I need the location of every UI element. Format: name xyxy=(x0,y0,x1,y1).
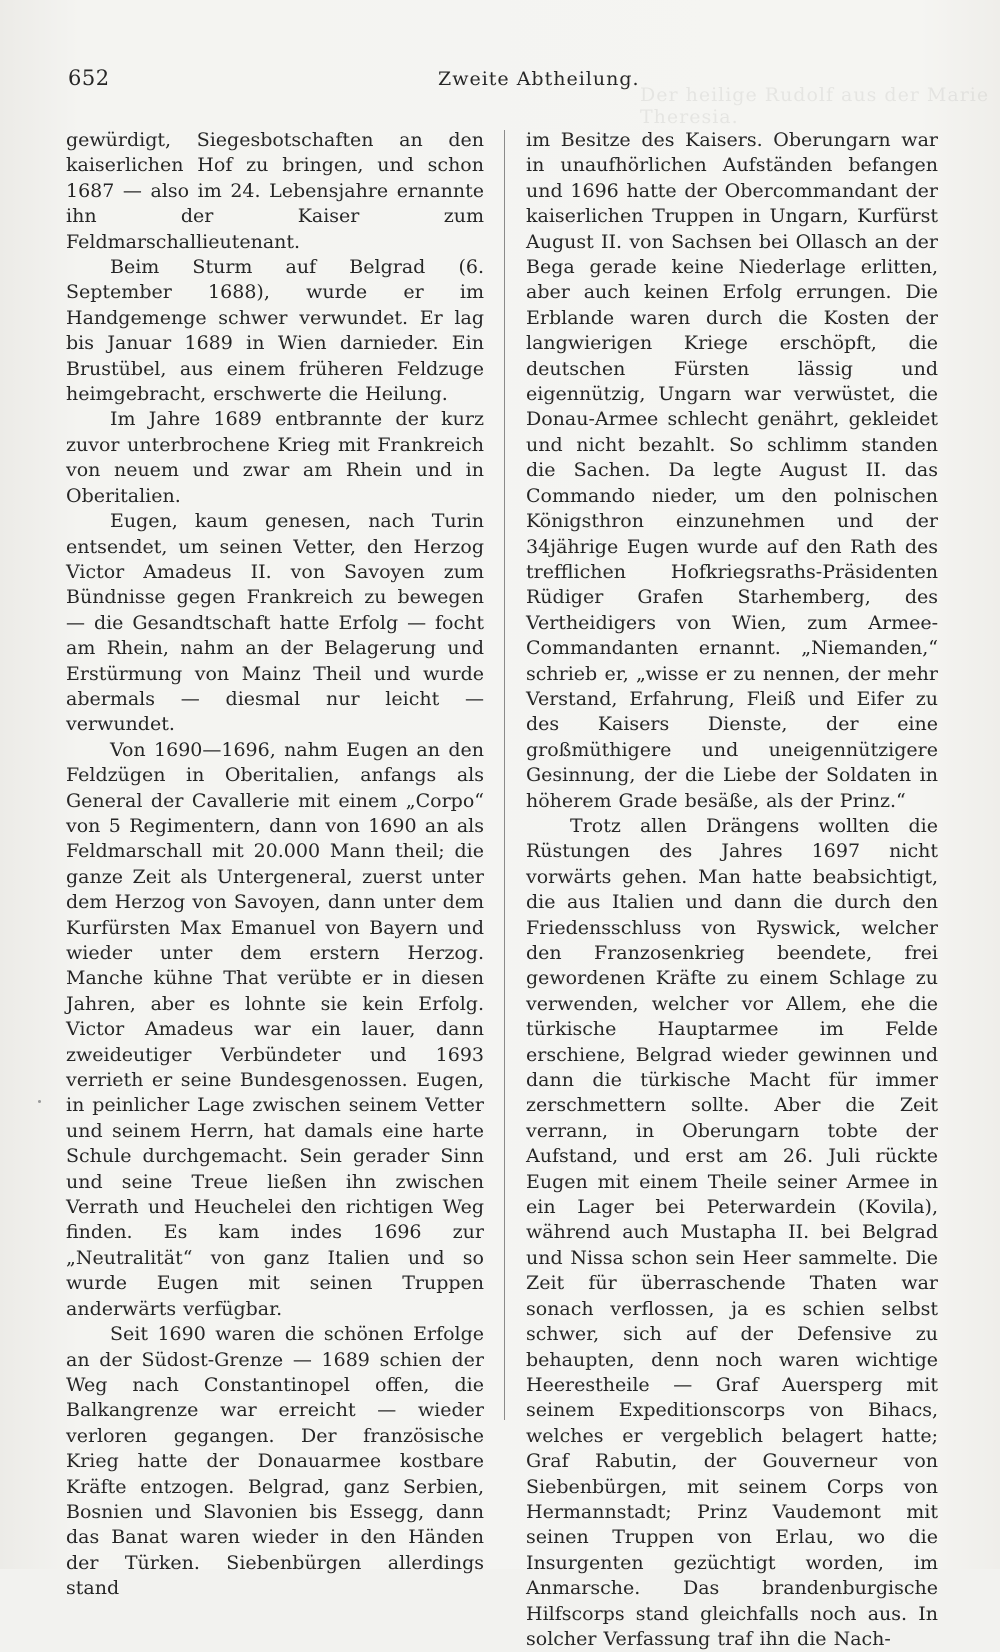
paragraph: im Besitze des Kaisers. Oberungarn war in unaufhörlichen Aufständen befangen und 1696 hatte der Obercommandant der kaiserlichen Truppen in Ungarn, Kurfürst August II. von Sachsen bei Ollasch an der Bega gerade keine Niederlage erlitten, aber auch keinen Erfolg errungen. Die Erblande waren durch die Kosten der langwierigen Kriege erschöpft, die deutschen Fürsten lässig und eigennützig, Ungarn war verwüstet, die Donau-Armee schlecht genährt, gekleidet und nicht bezahlt. So schlimm standen die Sachen. Da legte August II. das Commando nieder, um den polnischen Königsthron einzunehmen und der 34jährige Eugen wurde auf den Rath des trefflichen Hofkriegsraths-Präsidenten Rüdiger Grafen Starhemberg, des Vertheidigers von Wien, zum Armee-Commandanten ernannt. „Niemanden,“ schrieb er, „wisse er zu nennen, der mehr Verstand, Erfahrung, Fleiß und Eifer zu des Kaisers Dienste, der eine großmüthigere und uneigennützigere Gesinnung, der die Liebe der Soldaten in höherem Grade besäße, als der Prinz.“ xyxy=(526,129,938,812)
paragraph: Beim Sturm auf Belgrad (6. September 1688), wurde er im Handgemenge schwer verwundet. Er lag bis Januar 1689 in Wien darnieder. Ein Brustübel, aus einem früheren Feldzuge heimgebracht, erschwerte die Heilung. xyxy=(66,256,484,406)
paragraph: Seit 1690 waren die schönen Erfolge an der Südost-Grenze — 1689 schien der Weg nach Constantinopel offen, die Balkangrenze war erreicht — wieder verloren gegangen. Der französische Krieg hatte der Donauarmee kostbare Kräfte entzogen. Belgrad, ganz Serbien, Bosnien und Slavonien bis Essegg, dann das Banat waren wieder in den Händen der Türken. Siebenbürgen allerdings stand xyxy=(66,1323,484,1600)
paragraph: Von 1690—1696, nahm Eugen an den Feldzügen in Oberitalien, anfangs als General der Cavallerie mit einem „Corpo“ von 5 Regimentern, dann von 1690 an als Feldmarschall mit 20.000 Mann theil; die ganze Zeit als Untergeneral, zuerst unter dem Herzog von Savoyen, dann unter dem Kurfürsten Max Emanuel von Bayern und wieder unter dem erstern Herzog. Manche kühne That verübte er in diesen Jahren, aber es lohnte sie kein Erfolg. Victor Amadeus war ein lauer, dann zweideutiger Verbündeter und 1693 verrieth er seine Bundesgenossen. Eugen, in peinlicher Lage zwischen seinem Vetter und seinem Herrn, hat damals eine harte Schule durchgemacht. Sein gerader Sinn und seine Treue ließen ihn zwischen Verrath und Heuchelei den richtigen Weg finden. Es kam indes 1696 zur „Neutralität“ von ganz Italien und so wurde Eugen mit seinen Truppen anderwärts verfügbar. xyxy=(66,738,484,1320)
paragraph: Eugen, kaum genesen, nach Turin entsendet, um seinen Vetter, den Herzog Victor Amadeus II. von Savoyen zum Bündnisse gegen Frankreich zu bewegen — die Gesandtschaft hatte Erfolg — focht am Rhein, nahm an der Belagerung und Erstürmung von Mainz Theil und wurde abermals — diesmal nur leicht — verwundet. xyxy=(66,510,484,736)
right-column xyxy=(526,128,938,1652)
paper-speck xyxy=(38,1100,41,1103)
paragraph: Im Jahre 1689 entbrannte der kurz zuvor unterbrochene Krieg mit Frankreich von neuem und zwar am Rhein und in Oberitalien. xyxy=(66,408,484,507)
paragraph: gewürdigt, Siegesbotschaften an den kaiserlichen Hof zu bringen, und schon 1687 — also im 24. Lebensjahre ernannte ihn der Kaiser zum Feldmarschallieutenant. xyxy=(66,129,484,253)
column-divider xyxy=(504,130,505,1420)
left-column xyxy=(66,128,484,1602)
paragraph: Trotz allen Drängens wollten die Rüstungen des Jahres 1697 nicht vorwärts gehen. Man hatte beabsichtigt, die aus Italien und dann die durch den Friedensschluss von Ryswick, welcher den Franzosenkrieg beendete, frei gewordenen Kräfte zu einem Schlage zu verwenden, welcher vor Allem, ehe die türkische Hauptarmee im Felde erschiene, Belgrad wieder gewinnen und dann die türkische Macht für immer zerschmettern sollte. Aber die Zeit verrann, in Oberungarn tobte der Aufstand, und erst am 26. Juli rückte Eugen mit einem Theile seiner Armee in ein Lager bei Peterwardein (Kovila), während auch Mustapha II. bei Belgrad und Nissa schon sein Heer sammelte. Die Zeit für überraschende Thaten war sonach verflossen, ja es schien selbst schwer, sich auf der Defensive zu behaupten, denn noch waren wichtige Heerestheile — Graf Auersperg mit seinem Expeditionscorps von Bihacs, welches er vergeblich belagert hatte; Graf Rabutin, der Gouverneur von Siebenbürgen, mit seinem Corps von Hermannstadt; Prinz Vaudemont mit seinen Truppen von Erlau, wo die Insurgenten gezüchtigt worden, im Anmarsche. Das brandenburgische Hilfscorps stand gleichfalls noch aus. In solcher Verfassung traf ihn die Nach- xyxy=(526,814,938,1650)
bleed-through-heading: Der heilige Rudolf aus der Marie Theresia. xyxy=(640,84,990,128)
running-head: Zweite Abtheilung. xyxy=(438,68,640,90)
page-number: 652 xyxy=(68,66,110,90)
